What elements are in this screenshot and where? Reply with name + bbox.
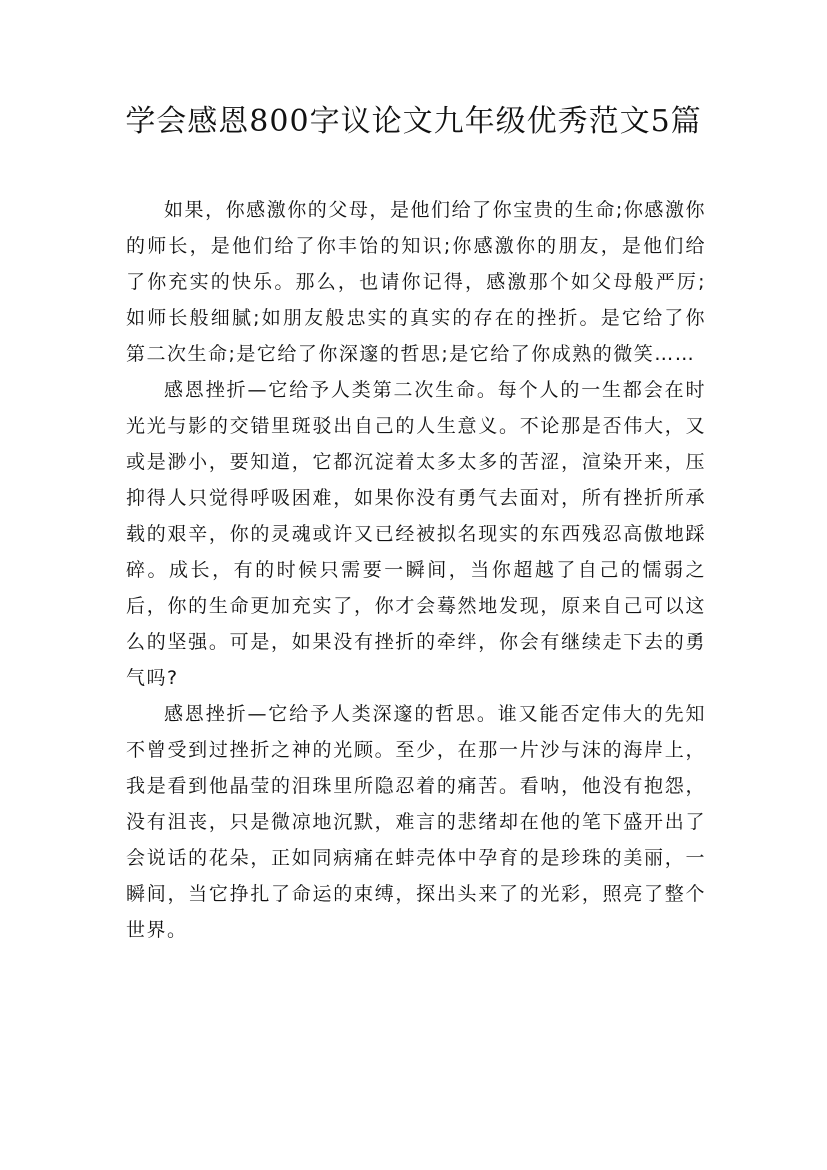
paragraph-3: 感恩挫折—它给予人类深邃的哲思。谁又能否定伟大的先知不曾受到过挫折之神的光顾。至少，在那一片沙与沫的海岸上，我是看到他晶莹的泪珠里所隐忍着的痛苦。看呐，他没有抱怨，没有沮丧，只是微凉地沉默，难言的悲绪却在他的笔下盛开出了会说话的花朵，正如同病痛在蚌壳体中孕育的是珍珠的美丽，一瞬间，当它挣扎了命运的束缚，探出头来了的光彩，照亮了整个世界。 (126, 703, 706, 941)
paragraph-2: 感恩挫折—它给予人类第二次生命。每个人的一生都会在时光光与影的交错里斑驳出自己的人生意义。不论那是否伟大，又或是渺小，要知道，它都沉淀着太多太多的苦涩，渲染开来，压抑得人只觉得呼吸困难，如果你没有勇气去面对，所有挫折所承载的艰辛，你的灵魂或许又已经被拟名现实的东西残忍高傲地踩碎。成长，有的时候只需要一瞬间，当你超越了自己的懦弱之后，你的生命更加充实了，你才会蓦然地发现，原来自己可以这么的坚强。可是，如果没有挫折的牵绊，你会有继续走下去的勇气吗? (126, 379, 706, 689)
document-body (126, 192, 706, 948)
paragraph-1: 如果，你感激你的父母，是他们给了你宝贵的生命;你感激你的师长，是他们给了你丰饴的知识;你感激你的朋友，是他们给了你充实的快乐。那么，也请你记得，感激那个如父母般严厉;如师长般细腻;如朋友般忠实的真实的存在的挫折。是它给了你第二次生命;是它给了你深邃的哲思;是它给了你成熟的微笑…… (126, 199, 706, 365)
document-title: 学会感恩800字议论文九年级优秀范文5篇 (125, 104, 702, 139)
